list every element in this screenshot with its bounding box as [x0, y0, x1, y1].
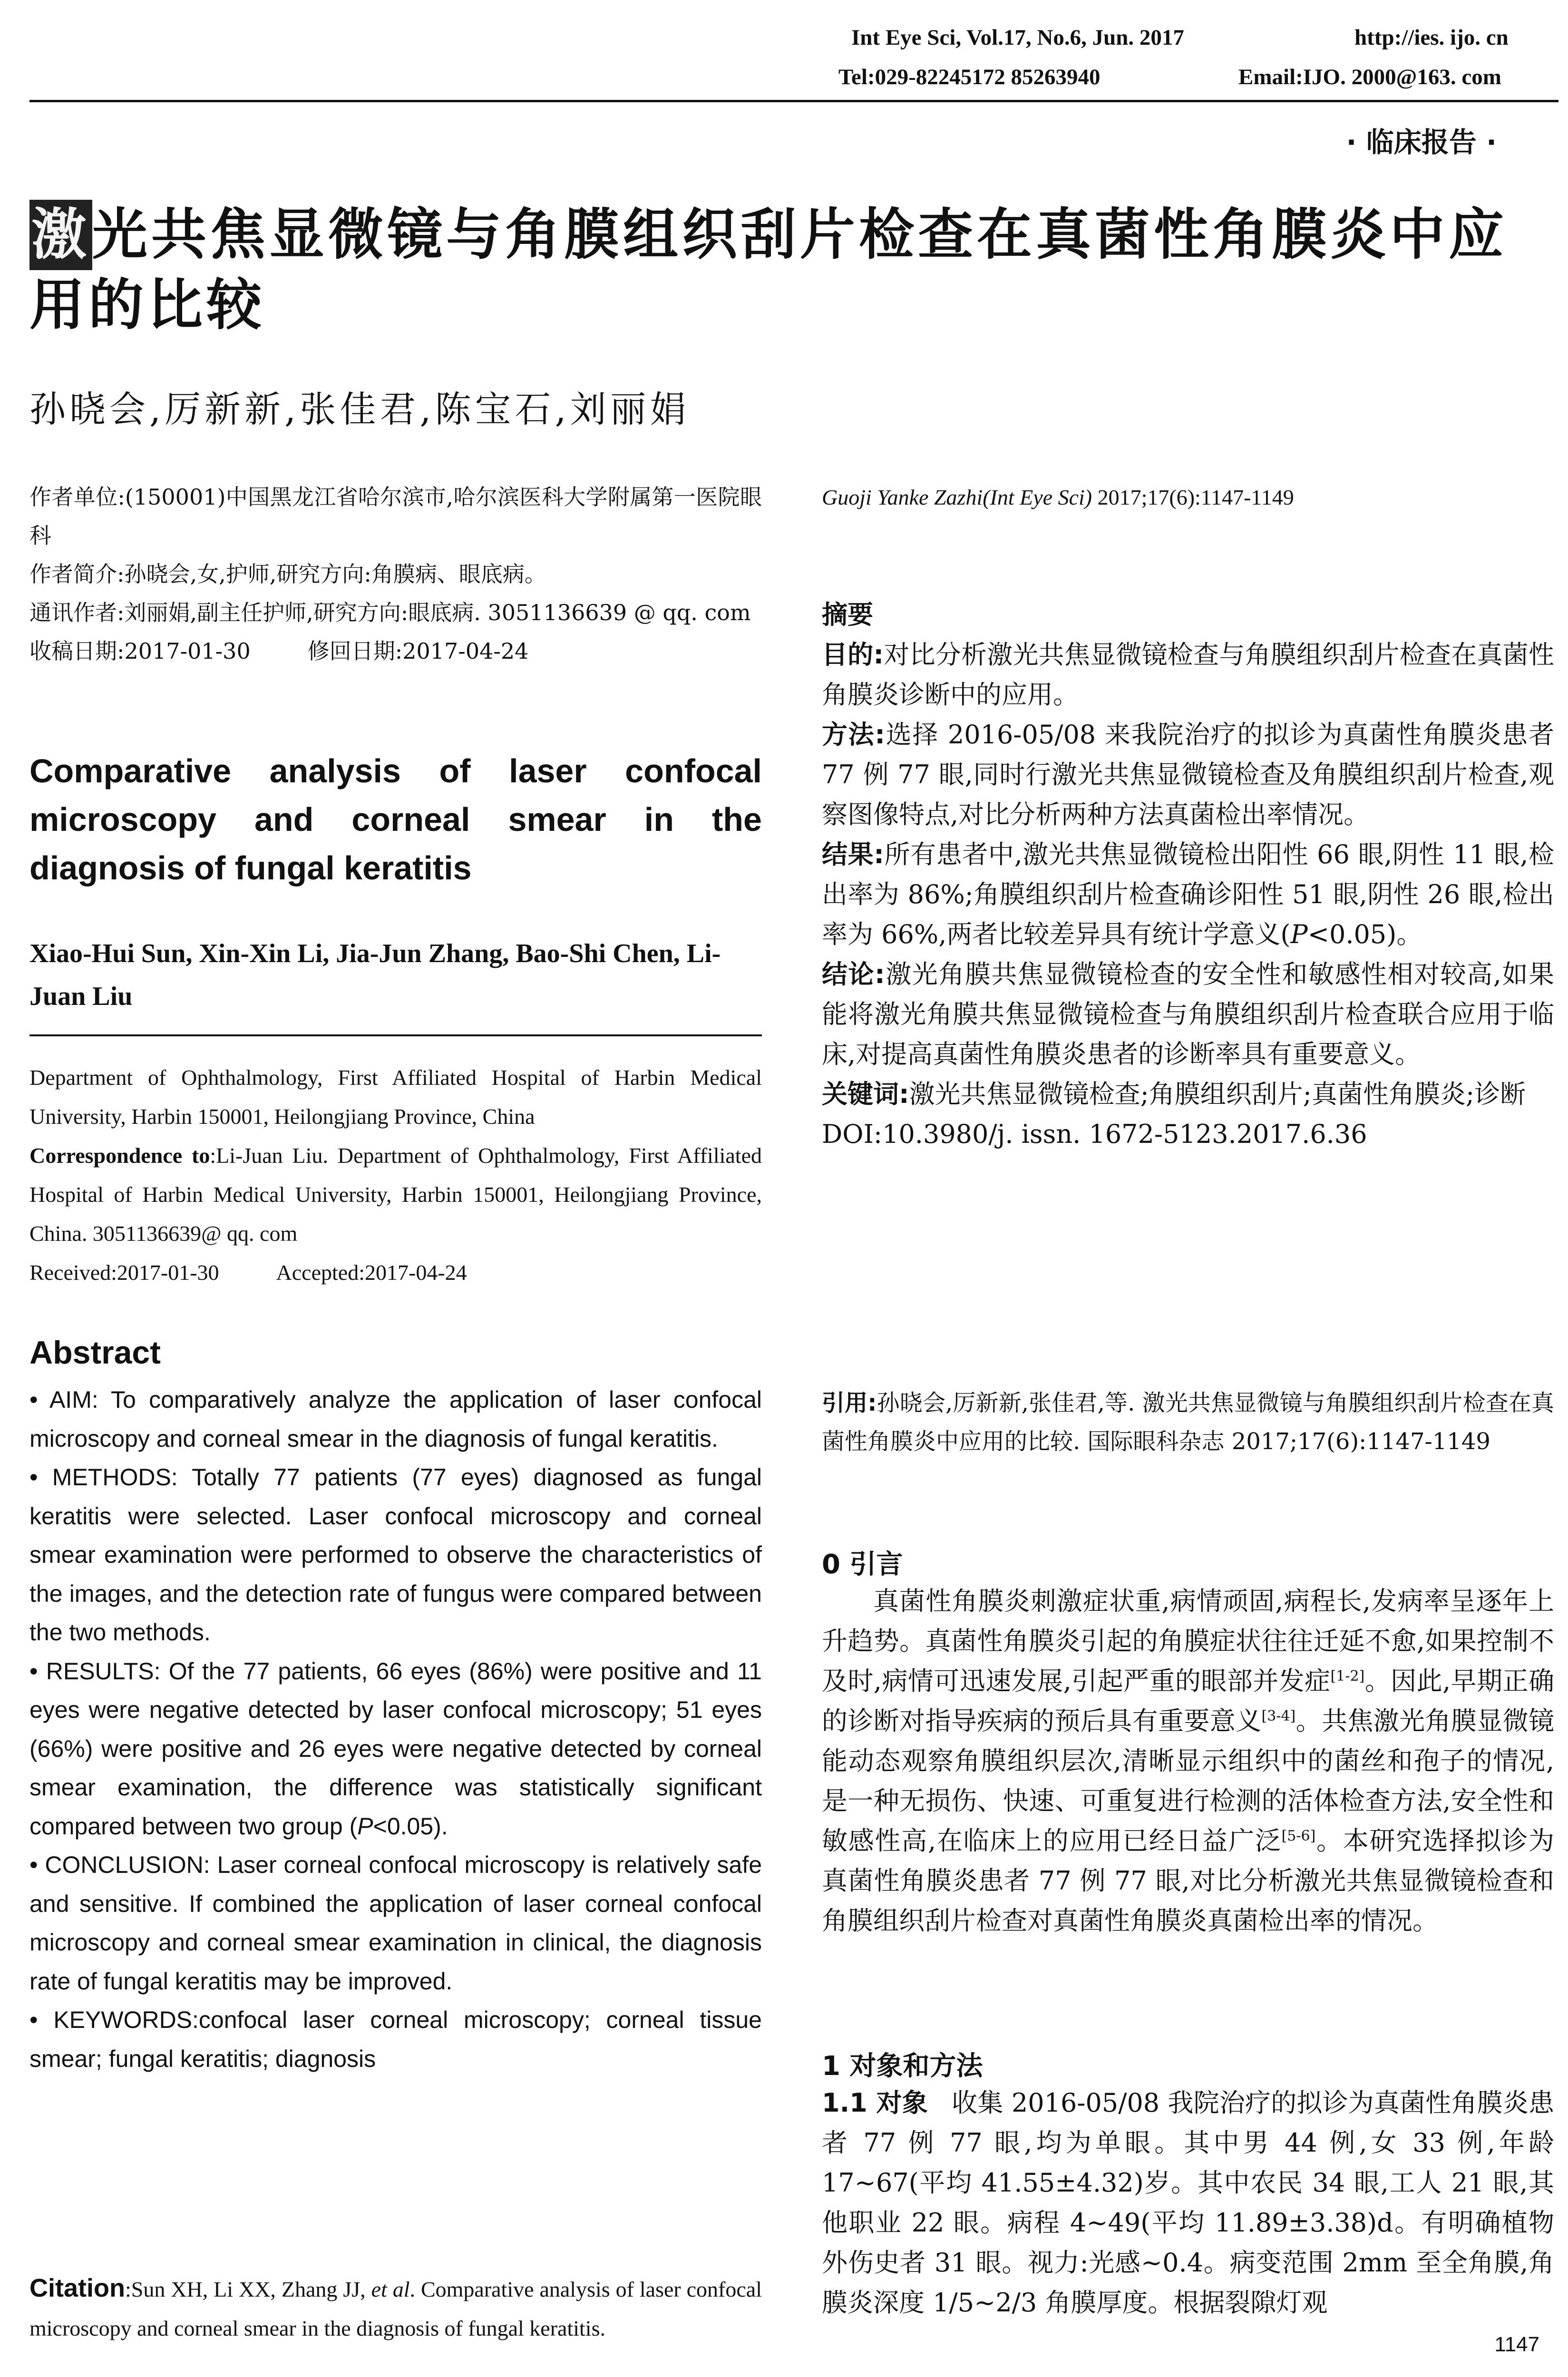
cn-methods: [822, 715, 1554, 835]
revised-date: 修回日期:2017-04-24: [307, 638, 529, 664]
cn-citation-text: 孙晓会,厉新新,张佳君,等. 激光共焦显微镜与角膜组织刮片检查在真菌性角膜炎中应用的比较. 国际眼科杂志 2017;17(6):1147-1149: [822, 1390, 1554, 1455]
abstract-methods: • METHODS: Totally 77 patients (77 eyes) diagnosed as fungal keratitis were selected. Laser confocal microscopy and corneal smear examination were performed to observe the characteristics of the images, and the detection rate of fungus were compared between the two methods.: [29, 1464, 762, 1646]
journal-volume-line: Int Eye Sci, Vol.17, No.6, Jun. 2017: [851, 25, 1184, 50]
header-rule: [29, 100, 1558, 102]
methods-text: 收集 2016-05/08 我院治疗的拟诊为真菌性角膜炎患者 77 例 77 眼,均为单眼。其中男 44 例,女 33 例,年龄 17~67(平均 41.55±4.32)岁。其中农民 34 眼,工人 21 眼,其他职业 22 眼。病程 4~49(平均 11.89±3.38)d。有明确植物外伤史者 31 眼。视力:光感~0.4。病变范围 2mm 至全角膜,角膜炎深度 1/5~2/3 角膜厚度。根据裂隙灯观: [822, 2088, 1554, 2318]
cn-aim: [822, 635, 1554, 715]
cn-results-text: 所有患者中,激光共焦显微镜检出阳性 66 眼,阴性 11 眼,检出率为 86%;角膜组织刮片检查确诊阳性 51 眼,阴性 26 眼,检出率为 66%,两者比较差异具有统计学意义(: [822, 839, 1554, 949]
intro-ref-1: [1-2]: [1330, 1668, 1365, 1685]
english-citation-continued: [822, 478, 1554, 516]
citation-etal: et al: [371, 2277, 410, 2301]
author-unit: 作者单位:(150001)中国黑龙江省哈尔滨市,哈尔滨医科大学附属第一医院眼科: [29, 484, 762, 548]
abstract-results-text: • RESULTS: Of the 77 patients, 66 eyes (86%) were positive and 11 eyes were negative detected by laser confocal microscopy; 51 eyes (66%) were positive and 26 eyes were negative detected by corneal smear examination, the difference was statistically significant compared between two group (: [29, 1657, 762, 1840]
cn-doi: DOI:10.3980/j. issn. 1672-5123.2017.6.36: [822, 1119, 1367, 1149]
section-tag: · 临床报告 ·: [1346, 126, 1497, 158]
citation-label: Citation: [29, 2274, 125, 2302]
english-dates: [29, 1253, 762, 1292]
intro-ref-3: [5-6]: [1281, 1828, 1316, 1844]
journal-email: Email:IJO. 2000@163. com: [1238, 65, 1501, 89]
cn-keywords: [822, 1074, 1554, 1114]
english-accepted: Accepted:2017-04-24: [276, 1260, 467, 1285]
author-info-block: [29, 478, 762, 671]
cn-conclusion-text: 激光角膜共焦显微镜检查的安全性和敏感性相对较高,如果能将激光角膜共焦显微镜检查与角膜组织刮片检查联合应用于临床,对提高真菌性角膜炎患者的诊断率具有重要意义。: [822, 959, 1554, 1069]
citation-volume: 2017;17(6):1147-1149: [1092, 485, 1294, 509]
cn-results-end: <0.05)。: [1307, 919, 1422, 949]
received-date: 收稿日期:2017-01-30: [29, 638, 251, 664]
chinese-title: [29, 200, 1556, 341]
english-received: Received:2017-01-30: [29, 1260, 219, 1285]
methods-sub-label: 1.1 对象: [822, 2088, 928, 2118]
methods-heading: 1 对象和方法: [822, 2051, 983, 2082]
chinese-citation: [822, 1384, 1554, 1461]
abstract-keywords: • KEYWORDS:confocal laser corneal microscopy; corneal tissue smear; fungal keratitis; diagnosis: [29, 2007, 762, 2072]
cn-keywords-label: 关键词:: [822, 1079, 909, 1109]
intro-paragraph: [822, 1581, 1554, 1941]
citation-authors: :Sun XH, Li XX, Zhang JJ,: [125, 2277, 371, 2301]
corresponding-author: 通讯作者:刘丽娟,副主任护师,研究方向:眼底病. 3051136639 @ qq. com: [29, 600, 751, 625]
methods-paragraph: [822, 2083, 1554, 2323]
english-affiliation-block: [29, 1058, 762, 1292]
cn-results-p: P: [1290, 919, 1308, 949]
chinese-abstract: [822, 635, 1554, 1154]
english-title: Comparative analysis of laser confocal microscopy and corneal smear in the diagnosis of fungal keratitis: [29, 752, 762, 887]
chinese-abstract-heading: 摘要: [822, 600, 873, 630]
page-number: 1147: [1494, 2333, 1539, 2356]
abstract-results-p: P: [357, 1812, 373, 1840]
cn-conclusion-label: 结论:: [822, 959, 885, 989]
english-abstract: [29, 1381, 762, 2078]
cn-methods-text: 选择 2016-05/08 来我院治疗的拟诊为真菌性角膜炎患者 77 例 77 眼,同时行激光共焦显微镜检查及角膜组织刮片检查,观察图像特点,对比分析两种方法真菌检出率情况。: [822, 720, 1554, 829]
abstract-heading: Abstract: [29, 1335, 161, 1371]
title-rest: 光共焦显微镜与角膜组织刮片检查在真菌性角膜炎中应用的比较: [29, 203, 1508, 337]
cn-conclusion: [822, 955, 1554, 1074]
english-citation: [29, 2269, 762, 2348]
cn-citation-label: 引用:: [822, 1390, 877, 1416]
intro-text-1: 真菌性角膜炎刺激症状重,病情顽固,病程长,发病率呈逐年上升趋势。真菌性角膜炎引起的角膜症状往往迁延不愈,如果控制不及时,病情可迅速发展,引起严重的眼部并发症: [822, 1586, 1554, 1696]
journal-url: http://ies. ijo. cn: [1354, 25, 1509, 50]
intro-ref-2: [3-4]: [1261, 1708, 1296, 1724]
english-authors: Xiao-Hui Sun, Xin-Xin Li, Jia-Jun Zhang, Bao-Shi Chen, Li-Juan Liu: [29, 939, 721, 1011]
cn-aim-label: 目的:: [822, 640, 884, 670]
affiliation-rule: [29, 1034, 762, 1036]
chinese-authors: 孙晓会,厉新新,张佳君,陈宝石,刘丽娟: [29, 388, 690, 430]
cn-results-label: 结果:: [822, 839, 884, 869]
author-bio: 作者简介:孙晓会,女,护师,研究方向:角膜病、眼底病。: [29, 561, 546, 587]
intro-text-4: 。本研究选择拟诊为真菌性角膜炎患者 77 例 77 眼,对比分析激光共焦显微镜检查和角膜组织刮片检查对真菌性角膜炎真菌检出率的情况。: [822, 1826, 1554, 1936]
cn-methods-label: 方法:: [822, 720, 885, 750]
abstract-aim: • AIM: To comparatively analyze the application of laser confocal microscopy and corneal smear in the diagnosis of fungal keratitis.: [29, 1386, 762, 1452]
intro-text-3: 。共焦激光角膜显微镜能动态观察角膜组织层次,清晰显示组织中的菌丝和孢子的情况,是一种无损伤、快速、可重复进行检测的活体检查方法,安全性和敏感性高,在临床上的应用已经日益广泛: [822, 1706, 1555, 1856]
journal-tel: Tel:029-82245172 85263940: [838, 65, 1101, 89]
abstract-results: [29, 1652, 762, 1846]
cn-keywords-text: 激光共焦显微镜检查;角膜组织刮片;真菌性角膜炎;诊断: [909, 1079, 1526, 1109]
correspondence-label: Correspondence to: [29, 1143, 210, 1168]
english-department: Department of Ophthalmology, First Affiliated Hospital of Harbin Medical University, Harbin 150001, Heilongjiang Province, China: [29, 1065, 762, 1129]
abstract-conclusion: • CONCLUSION: Laser corneal confocal microscopy is relatively safe and sensitive. If combined the application of laser corneal confocal microscopy and corneal smear examination in clinical, the diagnosis rate of fungal keratitis may be improved.: [29, 1851, 762, 1995]
cn-aim-text: 对比分析激光共焦显微镜检查与角膜组织刮片检查在真菌性角膜炎诊断中的应用。: [822, 640, 1554, 710]
correspondence-text: :Li-Juan Liu. Department of Ophthalmology, First Affiliated Hospital of Harbin Medical University, Harbin 150001, Heilongjiang Province, China. 3051136639@ qq. com: [29, 1143, 762, 1246]
intro-text-2: 。因此,早期正确的诊断对指导疾病的预后具有重要意义: [822, 1666, 1554, 1736]
intro-heading: 0 引言: [822, 1549, 903, 1580]
english-correspondence: [29, 1136, 762, 1253]
cn-results: [822, 835, 1554, 955]
dates-line: [29, 632, 762, 671]
abstract-results-end: <0.05).: [373, 1812, 448, 1840]
citation-title: . Comparative analysis of laser confocal microscopy and corneal smear in the diagnosis of fungal keratitis.: [29, 2277, 762, 2340]
title-first-char: 激: [29, 200, 92, 270]
citation-journal: Guoji Yanke Zazhi(Int Eye Sci): [822, 485, 1092, 509]
